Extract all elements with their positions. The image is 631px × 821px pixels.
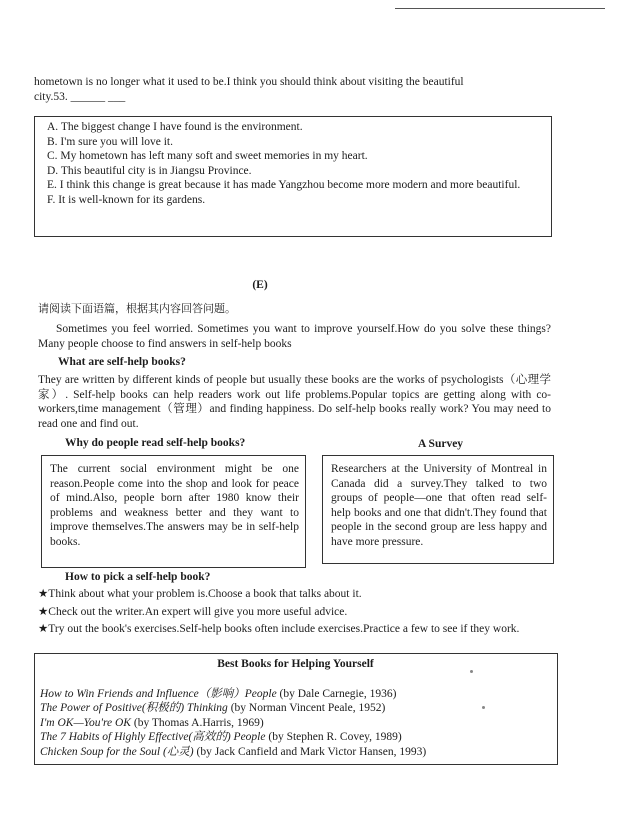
heading-survey: A Survey: [418, 438, 464, 450]
book-title: How to Win Friends and Influence（影响）People: [40, 687, 277, 700]
tip-1: ★Think about what your problem is.Choose a book that talks about it.: [38, 588, 362, 600]
book-title: The Power of Positive(积极的) Thinking: [40, 702, 228, 714]
option-f: F. It is well-known for its gardens.: [47, 193, 206, 206]
book-item: [40, 701, 551, 716]
tip-3: ★Try out the book's exercises.Self-help books often include exercises.Practice a few to see if they work.: [38, 623, 520, 635]
paragraph-2: They are written by different kinds of people but usually these books are the works of psychologists（心理学家）. Self-help books can help readers work out life problems.Popular topics are getting along with co-workers,time management（管理）and finding happiness. Do self-help books really work? You may need to read one and find out.: [38, 374, 551, 430]
book-item: [40, 730, 551, 745]
book-item: [40, 687, 551, 702]
book-author: (by Thomas A.Harris, 1969): [133, 716, 264, 729]
book-item: [40, 745, 551, 760]
intro-line-1: hometown is no longer what it used to be.I think you should think about visiting the beautiful: [34, 76, 464, 88]
book-author: (by Dale Carnegie, 1936): [279, 687, 397, 700]
heading-how-pick: How to pick a self-help book?: [65, 571, 211, 583]
section-label: (E): [252, 279, 268, 291]
book-author: (by Stephen R. Covey, 1989): [268, 731, 402, 743]
scan-speck: [482, 706, 485, 709]
option-c: C. My hometown has left many soft and sweet memories in my heart.: [47, 150, 368, 162]
heading-what-are: What are self-help books?: [58, 356, 186, 368]
option-a: A. The biggest change I have found is the environment.: [47, 121, 303, 133]
paragraph-1: Sometimes you feel worried. Sometimes you want to improve yourself.How do you solve these things? Many people choose to find answers in self-help books: [38, 323, 551, 350]
survey-box: Researchers at the University of Montreal in Canada did a survey.They talked to two groups of people—one that often read self- help books and one that didn't.They found that people in the second group are less happy and have more pressure.: [322, 455, 554, 564]
books-box: [34, 653, 558, 765]
book-title: The 7 Habits of Highly Effective(高效的) People: [40, 731, 266, 743]
tip-2: ★Check out the writer.An expert will give you more useful advice.: [38, 605, 348, 618]
tips-list: [38, 587, 553, 637]
scan-speck: [470, 670, 473, 673]
top-rule: [395, 8, 605, 9]
book-author: (by Norman Vincent Peale, 1952): [230, 702, 386, 714]
options-box: [34, 116, 552, 237]
intro-text: [34, 75, 554, 104]
heading-why-read: Why do people read self-help books?: [65, 437, 246, 449]
book-title: I'm OK—You're OK: [40, 716, 131, 729]
books-title: Best Books for Helping Yourself: [217, 658, 374, 670]
book-title: Chicken Soup for the Soul (心灵): [40, 745, 194, 758]
option-d: D. This beautiful city is in Jiangsu Province.: [47, 164, 252, 177]
book-item: [40, 716, 551, 731]
intro-line-2: city.53. ______ ___: [34, 90, 126, 103]
book-author: (by Jack Canfield and Mark Victor Hansen, 1993): [196, 745, 427, 758]
social-environment-box: The current social environment might be one reason.People come into the shop and look for peace of mind.Also, people born after 1980 know their problems and weakness better and they want to improve themselves.The answers may be in self-help books.: [41, 455, 306, 568]
option-e: E. I think this change is great because it has made Yangzhou become more modern and more beautiful.: [47, 179, 521, 191]
option-b: B. I'm sure you will love it.: [47, 135, 174, 148]
section-instruction: 请阅读下面语篇，根据其内容回答问题。: [38, 302, 236, 315]
